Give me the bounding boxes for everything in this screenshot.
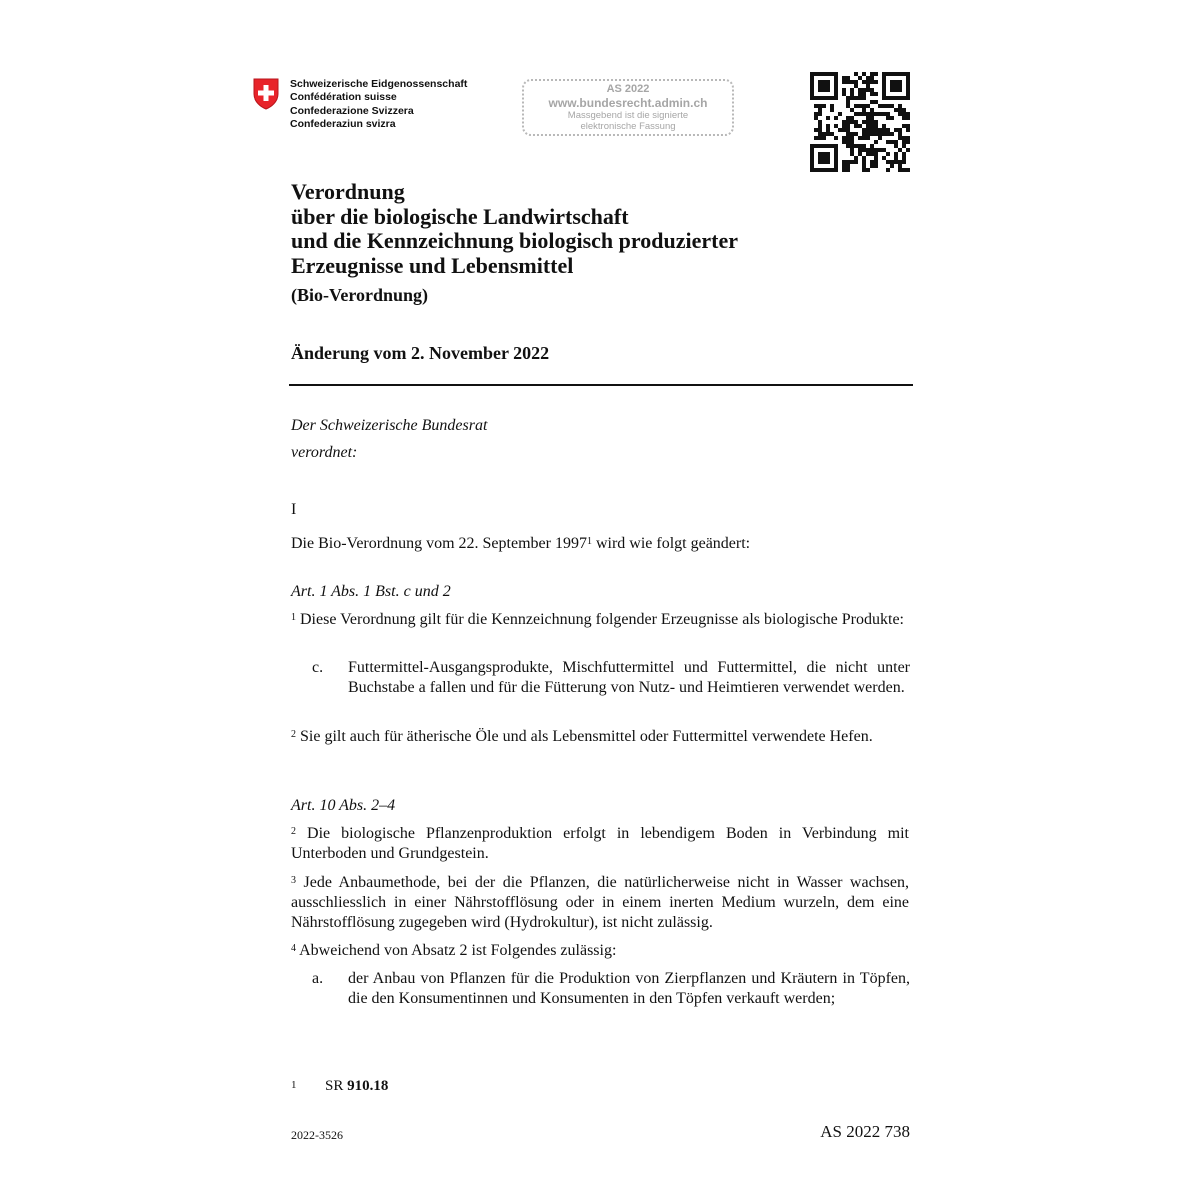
paragraph	[291, 941, 909, 961]
section-intro-text-end: wird wie folgt geändert:	[591, 535, 751, 552]
paragraph-text: Jede Anbaumethode, bei der die Pflanzen, die natürlicherweise nicht in Wasser wachsen, ausschliesslich in einer Nährstofflösung oder in einem inerten Medium wurzeln, dem eine Nährstofflösung zugegeben wird (Hydrokultur), ist nicht zulässig.	[291, 874, 910, 931]
section-intro	[291, 534, 750, 554]
stamp-note-line1: Massgebend ist die signierte	[567, 110, 689, 121]
list-item-letter: a.	[312, 970, 324, 987]
confederation-line-rm: Confederaziun svizra	[290, 117, 396, 130]
official-collection-reference: AS 2022 738	[820, 1122, 910, 1141]
paragraph-text: Sie gilt auch für ätherische Öle und als Lebensmittel oder Futtermittel verwendete Hefen.	[300, 728, 873, 745]
title-line: Verordnung	[291, 179, 405, 204]
paragraph-text: Die biologische Pflanzenproduktion erfolgt in lebendigem Boden in Verbindung mit Unterboden und Grundgestein.	[291, 825, 910, 862]
list-item-text: der Anbau von Pflanzen für die Produktion von Zierpflanzen und Kräutern in Töpfen, die den Konsumentinnen und Konsumenten in den Töpfen verkauft werden;	[348, 970, 910, 1007]
footnote-reference: 910.18	[347, 1078, 389, 1094]
official-stamp	[522, 79, 734, 136]
qr-code-icon	[810, 72, 910, 172]
title-divider	[289, 384, 913, 386]
amendment-date: Änderung vom 2. November 2022	[291, 343, 550, 363]
stamp-note-line2: elektronische Fassung	[580, 121, 676, 132]
footnote-text	[325, 1078, 388, 1095]
stamp-url: www.bundesrecht.admin.ch	[548, 96, 708, 110]
footnote-ref: 1	[586, 536, 592, 547]
paragraph-number: 2	[291, 826, 296, 837]
confederation-line-it: Confederazione Svizzera	[290, 104, 414, 117]
confederation-line-fr: Confédération suisse	[290, 91, 397, 104]
paragraph	[291, 873, 909, 933]
list-item-letter: c.	[312, 659, 324, 676]
short-title: (Bio-Verordnung)	[291, 285, 429, 305]
title-line: über die biologische Landwirtschaft	[291, 203, 629, 229]
preamble-issuer: Der Schweizerische Bundesrat	[291, 417, 488, 434]
paragraph-number: 1	[291, 612, 296, 623]
preamble-verb: verordnet:	[291, 444, 358, 461]
list-item-text: Futtermittel-Ausgangsprodukte, Mischfuttermittel und Futtermittel, die nicht unter Buchstabe a fallen und für die Fütterung von Nutz- und Heimtieren verwendet werden.	[348, 659, 910, 696]
article-heading: Art. 1 Abs. 1 Bst. c und 2	[291, 583, 451, 600]
swiss-cross-logo	[252, 78, 280, 110]
paragraph	[291, 824, 909, 864]
footnote-prefix: SR	[325, 1078, 348, 1094]
paragraph	[291, 727, 909, 747]
paragraph-number: 2	[291, 729, 296, 740]
stamp-collection: AS 2022	[606, 83, 650, 95]
document-title	[291, 180, 738, 278]
confederation-name	[290, 78, 467, 131]
paragraph-number: 3	[291, 875, 296, 886]
section-numeral: I	[291, 501, 297, 518]
title-line: Erzeugnisse und Lebensmittel	[291, 252, 574, 278]
title-line: und die Kennzeichnung biologisch produzierter	[291, 228, 738, 253]
document-number: 2022-3526	[291, 1128, 343, 1142]
paragraph-text: Diese Verordnung gilt für die Kennzeichnung folgender Erzeugnisse als biologische Produkte:	[300, 611, 904, 628]
paragraph	[291, 610, 909, 630]
confederation-line-de: Schweizerische Eidgenossenschaft	[290, 78, 468, 90]
article-heading: Art. 10 Abs. 2–4	[291, 797, 396, 814]
paragraph-number: 4	[291, 943, 296, 954]
section-intro-text: Die Bio-Verordnung vom 22. September 1997	[291, 535, 587, 552]
paragraph-text: Abweichend von Absatz 2 ist Folgendes zulässig:	[299, 942, 617, 959]
footnote-number: 1	[291, 1079, 297, 1091]
